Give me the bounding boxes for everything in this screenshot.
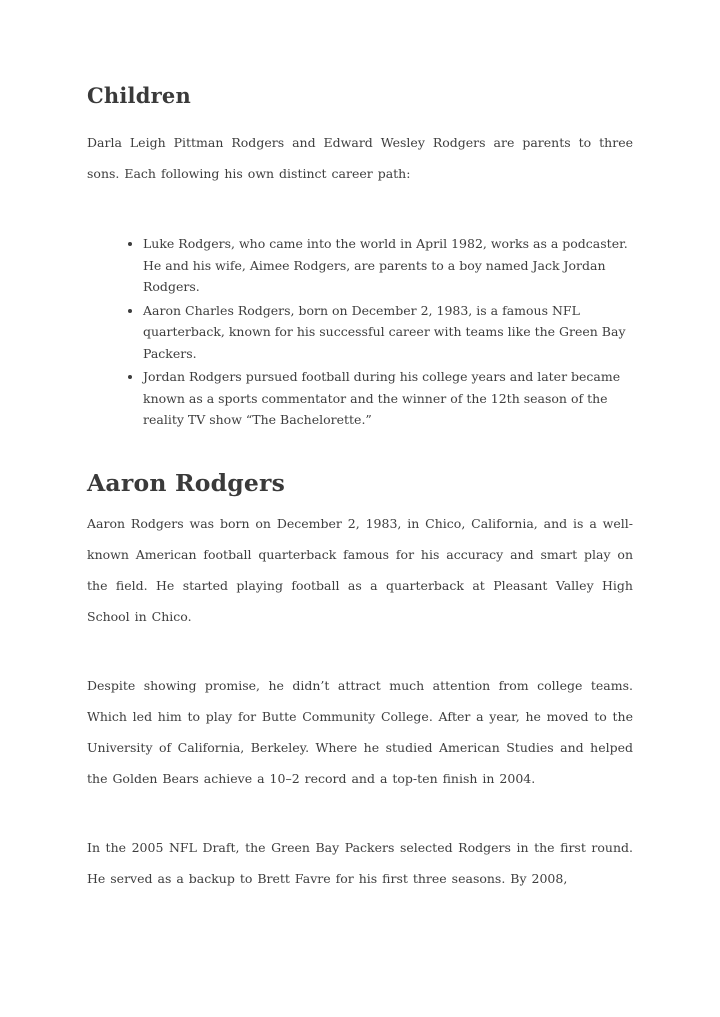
list-item-luke-rodgers: • Luke Rodgers, who came into the world in April 1982, works as a podcaster. He and his wife, Aimee Rodgers, are parents to a boy named Jack Jordan Rodgers. xyxy=(143,233,633,298)
aaron-rodgers-paragraph-birth: Aaron Rodgers was born on December 2, 1983, in Chico, California, and is a well-known American football quarterback famous for his accuracy and smart play on the field. He started playing football as a quarterback at Pleasant Valley High School in Chico. xyxy=(87,515,633,624)
children-intro-paragraph: Darla Leigh Pittman Rodgers and Edward Wesley Rodgers are parents to three sons. Each following his own distinct career path: xyxy=(87,135,633,181)
section-heading-aaron-rodgers: Aaron Rodgers xyxy=(87,468,286,497)
children-bullet-list xyxy=(87,233,633,431)
list-item-aaron-charles-rodgers: • Aaron Charles Rodgers, born on December 2, 1983, is a famous NFL quarterback, known for his successful career with teams like the Green Bay Packers. xyxy=(143,300,633,365)
list-item-jordan-rodgers: • Jordan Rodgers pursued football during his college years and later became known as a sports commentator and the winner of the 12th season of the reality TV show “The Bachelorette.” xyxy=(143,366,633,431)
aaron-rodgers-paragraph-nfl-draft: In the 2005 NFL Draft, the Green Bay Packers selected Rodgers in the first round. He served as a backup to Brett Favre for his first three seasons. By 2008, xyxy=(87,839,633,886)
section-heading-children: Children xyxy=(87,83,191,108)
aaron-rodgers-paragraph-college: Despite showing promise, he didn’t attract much attention from college teams. Which led him to play for Butte Community College. After a year, he moved to the University of California, Berkeley. Where he studied American Studies and helped the Golden Bears achieve a 10–2 record and a top-ten finish in 2004. xyxy=(87,677,633,786)
